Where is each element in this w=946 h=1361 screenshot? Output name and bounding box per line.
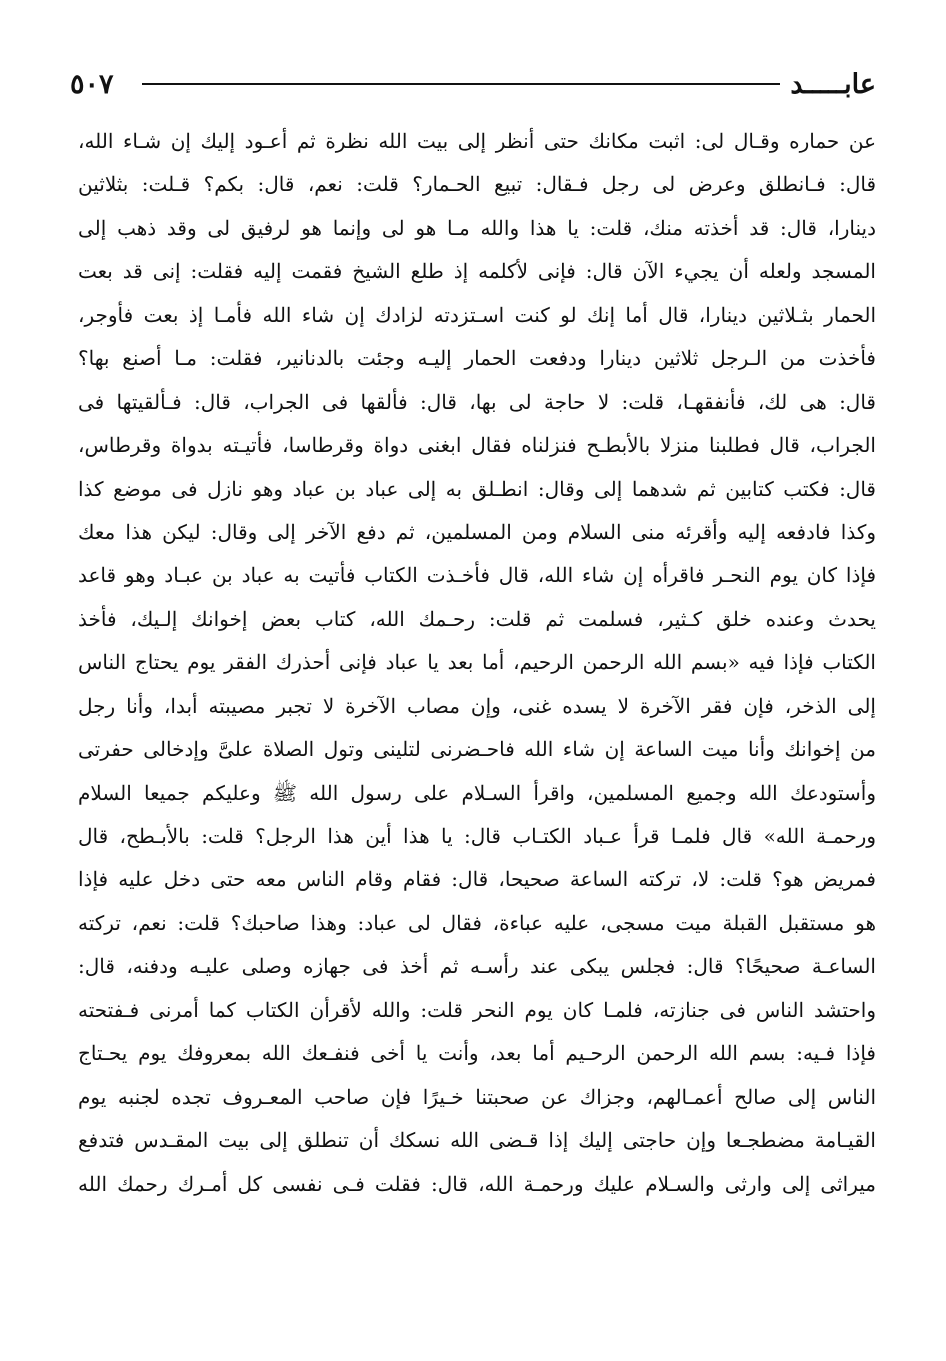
text-line: من إخوانك وأنا ميت الساعة إن شاء الله فاحـضرنى لتلينى وتول الصلاة علىَّ وإدخالى حفرتى [78, 737, 876, 762]
text-line: الساعـة صحيحًا؟ قال: فجلس يبكى عند رأسـه ثم أخذ فى جهازه وصلى عليـه ودفنه، قال: [78, 954, 876, 979]
text-line: الحمار بثـلاثين دينارا، قال أما إنك لو كنت اسـتزدته لزادك إن شاء الله فأمـا إذ بعت فأوجر، [78, 302, 876, 327]
text-line: الناس إلى صالح أعمـالهم، وجزاك عن صحبتنا خـيرًا فإن صاحب المعـروف تجده لجنبه يوم [78, 1084, 876, 1109]
page-header [70, 64, 876, 104]
text-line: قال: فـانطلق وعرض لى رجل فـقال: تبيع الحـمار؟ قلت: نعم، قال: بكم؟ قـلت: بثلاثين [78, 172, 876, 197]
text-line: فأخذت من الـرجل ثلاثين دينارا ودفعت الحمار إليـه وجئت بالدنانير، فقلت: مـا أصنع بها؟ [78, 346, 876, 371]
text-line: القيـامة مضطجـعا وإن حاجتى إليك إذا قـضى الله نسكك أن تنطلق إلى بيت المقـدس فتدفع [78, 1128, 876, 1153]
text-line: فإذا فـيه: بسم الله الرحمن الرحـيم أما بعد، وأنت يا أخى فنفـعك الله بمعروفك يوم يحـتاج [78, 1041, 876, 1066]
text-line: قال: فكتب كتابين ثم شدهما إلى وقال: انطـلق به إلى عباد بن عباد وهو نازل فى موضع كذا [78, 476, 876, 501]
text-line: وأستودعك الله وجميع المسلمين، واقرأ السـلام على رسول الله ﷺ وعليكم جميعا السلام [78, 780, 876, 805]
page-number: ٥٠٧ [70, 68, 114, 100]
text-line: وكذا فادفعه إليه وأقرئه منى السلام ومن المسلمين، ثم دفع الآخر إلى وقال: ليكن هذا معك [78, 519, 876, 544]
text-line: فإذا كان يوم النحـر فاقرأه إن شاء الله، قال فأخـذت الكتاب فأتيت به عباد بن عبـاد وهو قاعد [78, 563, 876, 588]
body-text [78, 120, 876, 1206]
text-line: واحتشد الناس فى جنازته، فلمـا كان يوم النحر قلت: والله لأقرأن الكتاب كما أمرنى فـفتحته [78, 997, 876, 1022]
running-head: عابـــــد [790, 68, 876, 100]
text-line: فمريض هو؟ قلت: لا، تركته الساعة صحيحا، قال: فقام وقام الناس معه حتى دخل عليه فإذا [78, 867, 876, 892]
text-line: الجراب، قال فطلبنا منزلا بالأبطـح فنزلناه فقال ابغنى دواة وقرطاسا، فأتيـته بدواة وقرطاس، [78, 433, 876, 458]
text-line: المسجد ولعله أن يجيء الآن قال: فإنى لأكلمه إذ طلع الشيخ فقمت إليه فقلت: إنى قد بعت [78, 259, 876, 284]
text-line: الكتاب فإذا فيه «بسم الله الرحمن الرحيم، أما بعد يا عباد فإنى أحذرك الفقر يوم يحتاج الناس [78, 650, 876, 675]
text-line: ميراثى إلى وارثى والسـلام عليك ورحمـة الله، قال: فقلت فـى نفسى كل أمـرك رحمك الله [78, 1171, 876, 1196]
text-line: يحدث وعنده خلق كـثير، فسلمت ثم قلت: رحـمك الله، كتاب بعض إخوانك إلـيك، فأخذ [78, 606, 876, 631]
text-line: ورحمـة الله» قال فلمـا قرأ عـباد الكتـاب قال: يا هذا أين هذا الرجل؟ قلت: بالأبـطح، قال [78, 824, 876, 848]
text-line: عن حماره وقـال لى: اثبت مكانك حتى أنظر إلى بيت الله نظرة ثم أعـود إليك إن شـاء الله، [78, 129, 876, 153]
text-line: دينارا، قال: قد أخذته منك، قلت: يا هذا والله مـا هو لى وإنما هو لرفيق لى وقد ذهب إلى [78, 215, 876, 240]
text-line: إلى الذخر، فإن فقر الآخرة لا يسده غنى، وإن مصاب الآخرة لا تجبر مصيبته أبدا، وأنا رجل [78, 693, 876, 718]
text-line: قال: هى لك، فأنفقهـا، قلت: لا حاجة لى بها، قال: فألقها فى الجراب، قال: فـألقيتها فى [78, 389, 876, 414]
text-line: هو مستقبل القبلة ميت مسجى، عليه عباءة، فقال لى عباد: وهذا صاحبك؟ قلت: نعم، تركته [78, 910, 876, 935]
header-rule [142, 83, 780, 85]
